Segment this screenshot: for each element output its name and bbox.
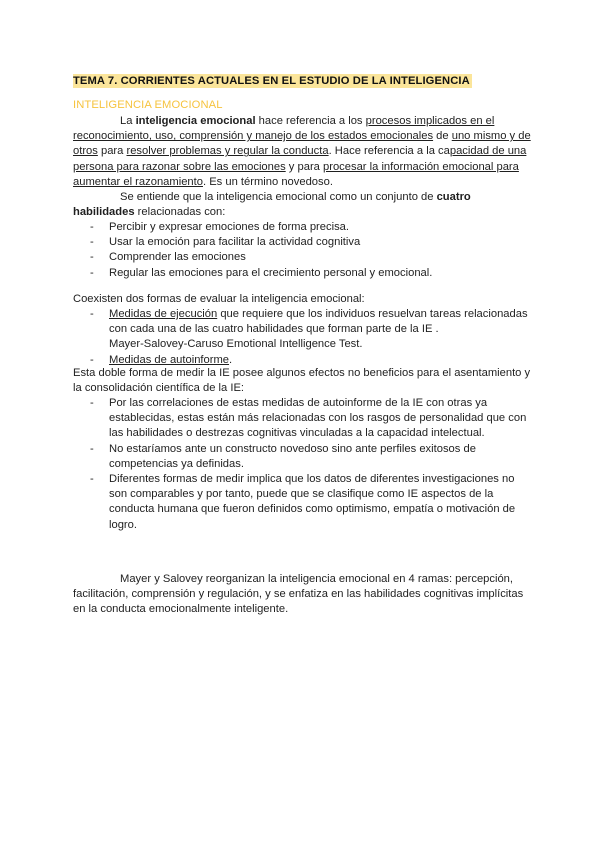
abilities-list	[73, 220, 533, 281]
intro-underlined: resolver problemas y regular la conducta	[126, 145, 329, 158]
intro-text: de	[433, 130, 452, 143]
list-item: - Usar la emoción para facilitar la actividad cognitiva	[73, 235, 533, 250]
intro-underlined: uno mismo y de otros	[73, 130, 531, 158]
intro-underlined: procesos implicados en el reconocimiento, uso, comprensión y manejo de los estados emocionales	[73, 115, 495, 143]
list-item: - Regular las emociones para el crecimiento personal y emocional.	[73, 266, 533, 281]
evaluation-list	[73, 307, 533, 368]
abilities-intro-paragraph	[73, 190, 533, 220]
effects-list	[73, 396, 533, 533]
intro-text: y para	[285, 160, 323, 173]
page-title: TEMA 7. CORRIENTES ACTUALES EN EL ESTUDIO DE LA INTELIGENCIA	[73, 75, 470, 87]
abilities-term: cuatro habilidades	[73, 191, 471, 219]
evaluation-intro: Coexisten dos formas de evaluar la inteligencia emocional:	[73, 293, 365, 305]
intro-text: para	[97, 145, 127, 158]
closing-paragraph: Mayer y Salovey reorganizan la inteligencia emocional en 4 ramas: percepción, facilitación, comprensión y regulación, y se enfatiza en las habilidades cognitivas implícitas en la conducta emocionalmente inteligente.	[73, 573, 524, 616]
list-item: - No estaríamos ante un constructo novedoso sino ante perfiles exitosos de competencias ya definidas.	[73, 442, 533, 472]
intro-underlined: procesar la información emocional para aumentar el razonamiento	[73, 160, 519, 188]
intro-text: . Hace referencia a la ca	[328, 145, 450, 158]
title-row	[73, 71, 472, 89]
list-item: - Percibir y expresar emociones de forma precisa.	[73, 220, 533, 235]
intro-text: La	[120, 115, 136, 127]
evaluation-method-label: Medidas de autoinforme	[109, 353, 230, 366]
intro-text: . Es un término novedoso.	[202, 175, 333, 188]
evaluation-method-label: Medidas de ejecución	[109, 308, 218, 320]
list-item: - Por las correlaciones de estas medidas de autoinforme de la IE con otras ya establecidas, estas están más relacionadas con los rasgos de personalidad que con las habilidades o destrezas cognitivas vinculadas a la capacidad intelectual.	[73, 396, 533, 442]
section-heading: INTELIGENCIA EMOCIONAL	[73, 99, 223, 111]
list-item: - Comprender las emociones	[73, 250, 533, 265]
intro-text: hace referencia a los	[255, 115, 366, 127]
list-item: - Diferentes formas de medir implica que los datos de diferentes investigaciones no son comparables y por tanto, puede que se clasifique como IE aspectos de la conducta humana que fueron definidos como optimismo, empatía o motivación de logro.	[73, 472, 533, 533]
abilities-intro-text: relacionadas con:	[134, 206, 226, 219]
abilities-intro-text: Se entiende que la inteligencia emocional como un conjunto de	[120, 191, 437, 203]
intro-paragraph	[73, 114, 533, 190]
intro-term: inteligencia emocional	[135, 115, 256, 127]
intro-underlined: pacidad de una persona para razonar sobre las emociones	[73, 145, 527, 173]
evaluation-method-text: .	[229, 353, 233, 366]
evaluation-method-text: que requiere que los individuos resuelvan tareas relacionadas con cada una de las cuatro habilidades que forman parte de la IE .	[109, 308, 528, 336]
evaluation-test-name: Mayer-Salovey-Caruso Emotional Intelligence Test.	[109, 338, 363, 351]
effects-intro: Esta doble forma de medir la IE posee algunos efectos no beneficios para el asentamiento y la consolidación científica de la IE:	[73, 367, 531, 395]
list-item	[73, 307, 533, 353]
